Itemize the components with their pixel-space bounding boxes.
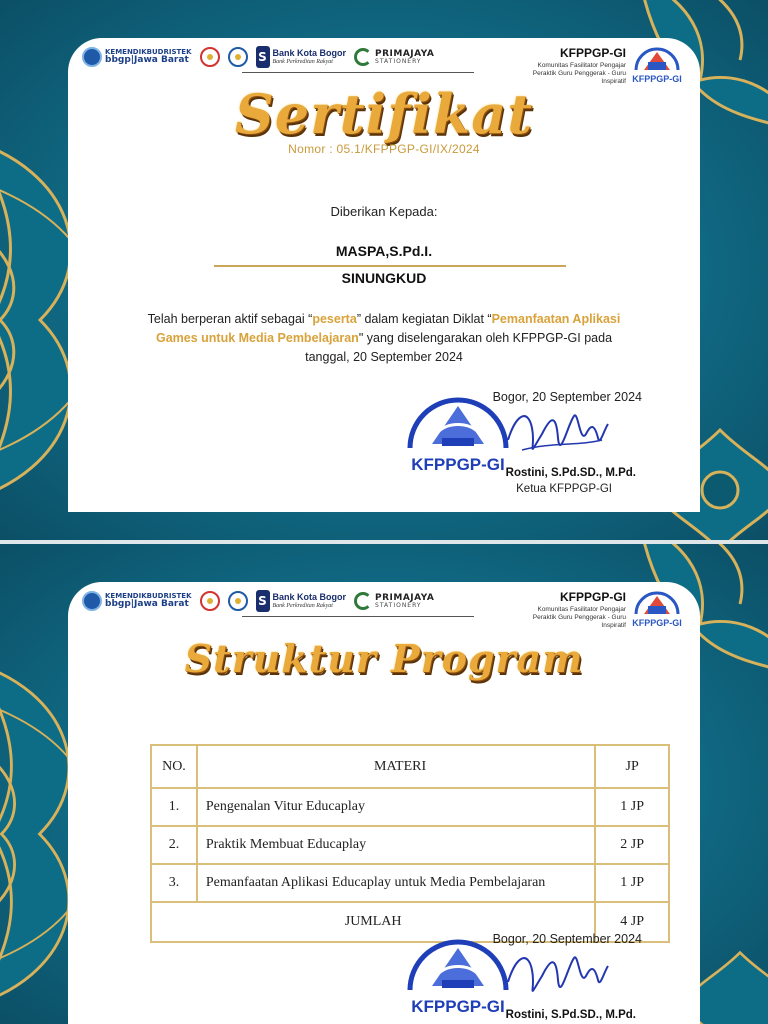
row-no: 1. [151,788,197,826]
bbgp-label: bbgp|Jawa Barat [105,55,189,65]
sponsor-logos [82,42,434,72]
recipient-school: SINUNGKUD [341,270,427,286]
header-no: NO. [151,745,197,788]
row-no: 3. [151,864,197,902]
program-card [68,582,700,1024]
bank-tagline: Bank Perkreditan Rakyat [272,602,333,609]
table-row [151,788,669,826]
signature-place-date: Bogor, 20 September 2024 [492,932,642,946]
partner-logo-2-icon [228,47,248,67]
handwritten-signature-icon [502,936,612,1008]
header-jp: JP [595,745,669,788]
org-description: Komunitas Fasilitator Pengajar Peraktik Guru Penggerak - Guru Inspiratif [532,62,626,86]
body-activity: Pemanfaatan Aplikasi Games untuk Media Pembelajaran [155,312,621,345]
kemendikbud-emblem-icon [82,47,102,67]
org-block [516,46,626,86]
org-name: KFPPGP-GI [559,46,626,60]
row-no: 2. [151,826,197,864]
certificate-card [68,38,700,512]
bank-name: Bank Kota Bogor [272,591,347,602]
certificate-body [138,310,630,367]
program-page [0,544,768,1024]
primajaya-mark-icon [354,592,372,610]
program-header [82,586,686,634]
row-jp: 1 JP [595,864,669,902]
table-row [151,864,669,902]
recipient-name: MASPA,S.Pd.I. [335,243,433,259]
partner-logo-1-icon [200,591,220,611]
body-part-1: Telah berperan aktif sebagai “ [147,312,313,326]
table-row [151,826,669,864]
row-materi: Pemanfaatan Aplikasi Educaplay untuk Media Pembelajaran [197,864,595,902]
svg-text:KFPPGP-GI: KFPPGP-GI [411,997,505,1016]
program-table [150,744,670,943]
kfppgp-badge-icon [628,588,686,632]
svg-text:KFPPGP-GI: KFPPGP-GI [632,74,682,84]
row-materi: Praktik Membuat Educaplay [197,826,595,864]
row-jp: 2 JP [595,826,669,864]
kemendikbud-logo [82,591,192,611]
svg-text:KFPPGP-GI: KFPPGP-GI [632,618,682,628]
primajaya-sub: STATIONERY [375,57,422,65]
certificate-title-block [68,82,700,156]
bbgp-label: bbgp|Jawa Barat [105,599,189,609]
primajaya-mark-icon [354,48,372,66]
signer-name: Rostini, S.Pd.SD., M.Pd. [505,1009,636,1021]
bank-mark-icon: S [256,590,270,612]
body-part-2: ” dalam kegiatan Diklat “ [356,312,492,326]
body-part-3: " yang diselengarakan oleh KFPPGP-GI pada tanggal, 20 September 2024 [305,331,613,364]
program-title: Struktur Program [184,636,584,681]
primajaya-sub: STATIONERY [375,601,422,609]
bank-mark-icon: S [256,46,270,68]
recipient-underline [214,265,566,267]
certificate-number: Nomor : 05.1/KFPPGP-GI/IX/2024 [288,142,480,156]
primajaya-name: PRIMAJAYA [375,48,435,59]
kemendikbud-label: KEMENDIKBUDRISTEK [105,592,192,600]
signature-block-2 [402,932,642,1024]
handwritten-signature-icon [502,394,612,466]
header-materi: MATERI [197,745,595,788]
kemendikbud-emblem-icon [82,591,102,611]
sponsor-logos [82,586,434,616]
org-description: Komunitas Fasilitator Pengajar Peraktik Guru Penggerak - Guru Inspiratif [532,606,626,630]
org-block [516,590,626,630]
kemendikbud-logo [82,47,192,67]
kemendikbud-label: KEMENDIKBUDRISTEK [105,48,192,56]
certificate-title: Sertifikat [234,82,534,146]
given-to-label: Diberikan Kepada: [330,204,438,219]
svg-text:KFPPGP-GI: KFPPGP-GI [411,455,505,474]
kfppgp-stamp-icon [402,392,514,482]
primajaya-name: PRIMAJAYA [375,592,435,603]
row-materi: Pengenalan Vitur Educaplay [197,788,595,826]
partner-logo-1-icon [200,47,220,67]
primajaya-logo [354,48,434,66]
primajaya-logo [354,592,434,610]
signer-role: Ketua KFPPGP-GI [516,483,612,495]
header-divider [242,72,474,73]
bank-kota-bogor-logo [256,590,347,612]
header-divider [242,616,474,617]
signature-block [402,390,642,500]
total-label: JUMLAH [151,902,595,942]
signer-name: Rostini, S.Pd.SD., M.Pd. [505,467,636,479]
body-role: peserta [312,312,357,326]
table-header-row [151,745,669,788]
total-value: 4 JP [595,902,669,942]
row-jp: 1 JP [595,788,669,826]
org-name: KFPPGP-GI [559,590,626,604]
program-title-block [68,636,700,681]
signature-place-date: Bogor, 20 September 2024 [492,390,642,404]
kfppgp-stamp-icon [402,934,514,1024]
bank-tagline: Bank Perkreditan Rakyat [272,58,333,65]
partner-logo-2-icon [228,591,248,611]
bank-name: Bank Kota Bogor [272,47,347,58]
bank-kota-bogor-logo [256,46,347,68]
